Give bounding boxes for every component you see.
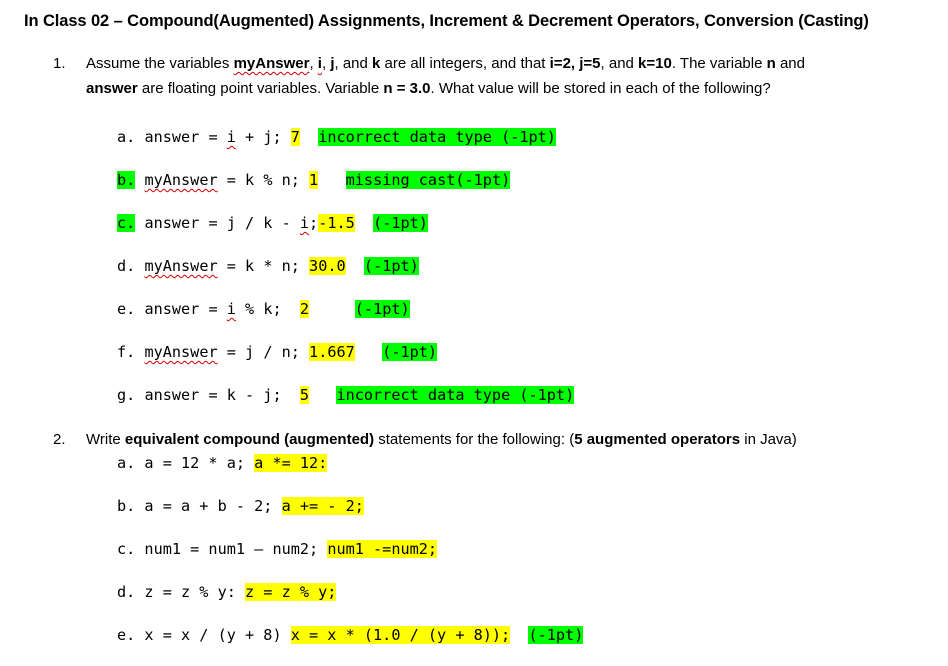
answer-highlight: 1 — [309, 171, 319, 189]
question-1-number: 1. — [53, 55, 66, 72]
question-2-text: Write equivalent compound (augmented) statements for the following: (5 augmented operators in Java) — [86, 431, 797, 448]
answer-highlight: -1.5 — [318, 214, 355, 232]
q2-item-e: e. x = x / (y + 8) x = x * (1.0 / (y + 8)); (-1pt) — [117, 626, 584, 644]
answer-highlight: 7 — [290, 128, 300, 146]
q2-item-d: d. z = z % y: z = z % y; — [117, 583, 337, 601]
q2-item-b: b. a = a + b - 2; a += - 2; — [117, 497, 364, 515]
answer-highlight: z = z % y; — [245, 583, 337, 601]
answer-highlight: x = x * (1.0 / (y + 8)); — [290, 626, 511, 644]
page-title: In Class 02 – Compound(Augmented) Assignments, Increment & Decrement Operators, Conversion (Casting) — [24, 12, 869, 30]
q1-item-f: f. myAnswer = j / n; 1.667 (-1pt) — [117, 343, 438, 361]
q1-item-d: d. myAnswer = k * n; 30.0 (-1pt) — [117, 257, 419, 275]
question-1-line-1: Assume the variables myAnswer, i, j, and k are all integers, and that i=2, j=5, and k=10. The variable n and — [86, 55, 805, 72]
q1-item-c: c. answer = j / k - i;-1.5 (-1pt) — [117, 214, 428, 232]
question-1-line-2: answer are floating point variables. Variable n = 3.0. What value will be stored in each of the following? — [86, 80, 771, 97]
q1-item-e: e. answer = i % k; 2 (-1pt) — [117, 300, 410, 318]
answer-highlight: 30.0 — [309, 257, 346, 275]
answer-highlight: 2 — [299, 300, 310, 318]
feedback-highlight: (-1pt) — [528, 626, 584, 644]
q2-item-a: a. a = 12 * a; a *= 12: — [117, 454, 328, 472]
q1-item-b: b. myAnswer = k % n; 1 missing cast(-1pt) — [117, 171, 511, 189]
q2-item-c: c. num1 = num1 – num2; num1 -=num2; — [117, 540, 438, 558]
feedback-highlight: incorrect data type (-1pt) — [318, 128, 556, 146]
answer-highlight: a += - 2; — [281, 497, 364, 515]
answer-highlight: 1.667 — [309, 343, 355, 361]
q1-item-g: g. answer = k - j; 5 incorrect data type (-1pt) — [117, 386, 575, 404]
q1-item-a: a. answer = i + j; 7 incorrect data type (-1pt) — [117, 128, 556, 146]
answer-highlight: num1 -=num2; — [327, 540, 438, 558]
feedback-highlight: missing cast(-1pt) — [345, 171, 511, 189]
answer-highlight: 5 — [299, 386, 310, 404]
feedback-highlight: (-1pt) — [382, 343, 438, 361]
feedback-highlight: (-1pt) — [354, 300, 410, 318]
feedback-highlight: incorrect data type (-1pt) — [336, 386, 575, 404]
question-2-number: 2. — [53, 431, 66, 448]
feedback-highlight: (-1pt) — [373, 214, 428, 232]
answer-highlight: a *= 12: — [254, 454, 328, 472]
feedback-highlight: (-1pt) — [363, 257, 419, 275]
